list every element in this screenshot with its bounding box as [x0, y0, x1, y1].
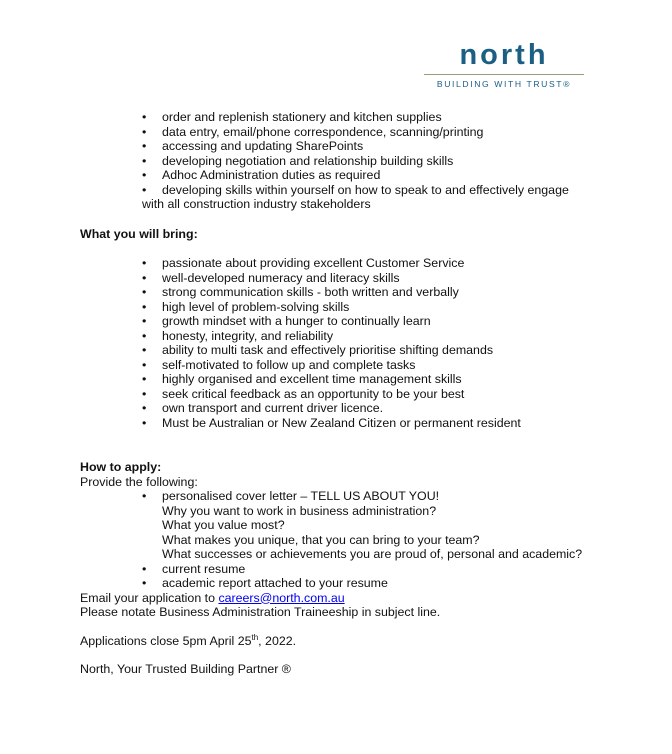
north-logo	[424, 40, 584, 89]
bullet-icon: •	[142, 576, 147, 590]
bring-heading: What you will bring:	[80, 226, 198, 241]
list-item: • highly organised and excellent time management skills	[142, 372, 462, 386]
bullet-icon: •	[142, 124, 147, 139]
list-item: • passionate about providing excellent Customer Service	[142, 256, 465, 270]
apply-list	[80, 489, 640, 504]
email-line: Email your application to careers@north.com.au	[80, 590, 345, 605]
list-item: • accessing and updating SharePoints	[142, 139, 364, 153]
bullet-icon: •	[142, 139, 147, 153]
bullet-icon: •	[142, 299, 147, 314]
bullet-icon: •	[142, 401, 147, 415]
apply-question: What successes or achievements you are proud of, personal and academic?	[162, 547, 583, 561]
list-item: • Must be Australian or New Zealand Citizen or permanent resident	[142, 415, 521, 430]
notate-line: Please notate Business Administration Traineeship in subject line.	[80, 605, 441, 619]
bullet-icon: •	[142, 314, 147, 328]
bullet-icon: •	[142, 270, 147, 285]
list-item: • seek critical feedback as an opportunity to be your best	[142, 386, 465, 401]
bullet-icon: •	[142, 357, 147, 372]
bullet-icon: •	[142, 256, 147, 270]
bullet-icon: •	[142, 182, 147, 197]
bullet-icon: •	[142, 285, 147, 299]
list-item: • data entry, email/phone correspondence, scanning/printing	[142, 124, 484, 139]
list-item: • strong communication skills - both written and verbally	[142, 285, 459, 299]
bullet-icon: •	[142, 415, 147, 430]
bullet-icon: •	[142, 153, 147, 168]
apply-question: Why you want to work in business administration?	[162, 503, 437, 518]
bullet-icon: •	[142, 328, 147, 343]
duties-continuation: with all construction industry stakeholders	[142, 197, 371, 211]
apply-question: What makes you unique, that you can bring to your team?	[162, 532, 480, 547]
bullet-icon: •	[142, 386, 147, 401]
apply-list-continued	[80, 562, 640, 591]
list-item: • personalised cover letter – TELL US ABOUT YOU!	[142, 489, 440, 503]
list-item: • well-developed numeracy and literacy skills	[142, 270, 400, 285]
apply-question: What you value most?	[162, 518, 285, 532]
bullet-icon: •	[142, 561, 147, 576]
list-item: • academic report attached to your resume	[142, 576, 388, 590]
bullet-icon: •	[142, 343, 147, 357]
document-body	[80, 110, 640, 677]
list-item: • current resume	[142, 561, 246, 576]
list-item: • growth mindset with a hunger to continually learn	[142, 314, 431, 328]
list-item: • developing skills within yourself on how to speak to and effectively engage	[142, 182, 569, 197]
closing-date: Applications close 5pm April 25th, 2022.	[80, 632, 297, 648]
bullet-icon: •	[142, 168, 147, 182]
list-item: • own transport and current driver licence.	[142, 401, 384, 415]
list-item: • Adhoc Administration duties as required	[142, 168, 381, 182]
signoff: North, Your Trusted Building Partner ®	[80, 662, 291, 676]
logo-tagline: BUILDING WITH TRUST®	[436, 79, 572, 89]
list-item: • ability to multi task and effectively prioritise shifting demands	[142, 343, 494, 357]
list-item: • honesty, integrity, and reliability	[142, 328, 334, 343]
apply-heading: How to apply:	[80, 460, 162, 474]
logo-divider	[424, 74, 584, 75]
list-item: • self-motivated to follow up and complete tasks	[142, 357, 416, 372]
apply-intro: Provide the following:	[80, 474, 198, 489]
duties-list	[80, 110, 640, 197]
list-item: • high level of problem-solving skills	[142, 299, 350, 314]
list-item: • order and replenish stationery and kitchen supplies	[142, 110, 442, 124]
bullet-icon: •	[142, 372, 147, 386]
email-link[interactable]: careers@north.com.au	[218, 590, 345, 605]
bullet-icon: •	[142, 489, 147, 503]
bullet-icon: •	[142, 110, 147, 124]
bring-list	[80, 256, 640, 430]
logo-wordmark: north	[459, 39, 549, 71]
list-item: • developing negotiation and relationship building skills	[142, 153, 454, 168]
